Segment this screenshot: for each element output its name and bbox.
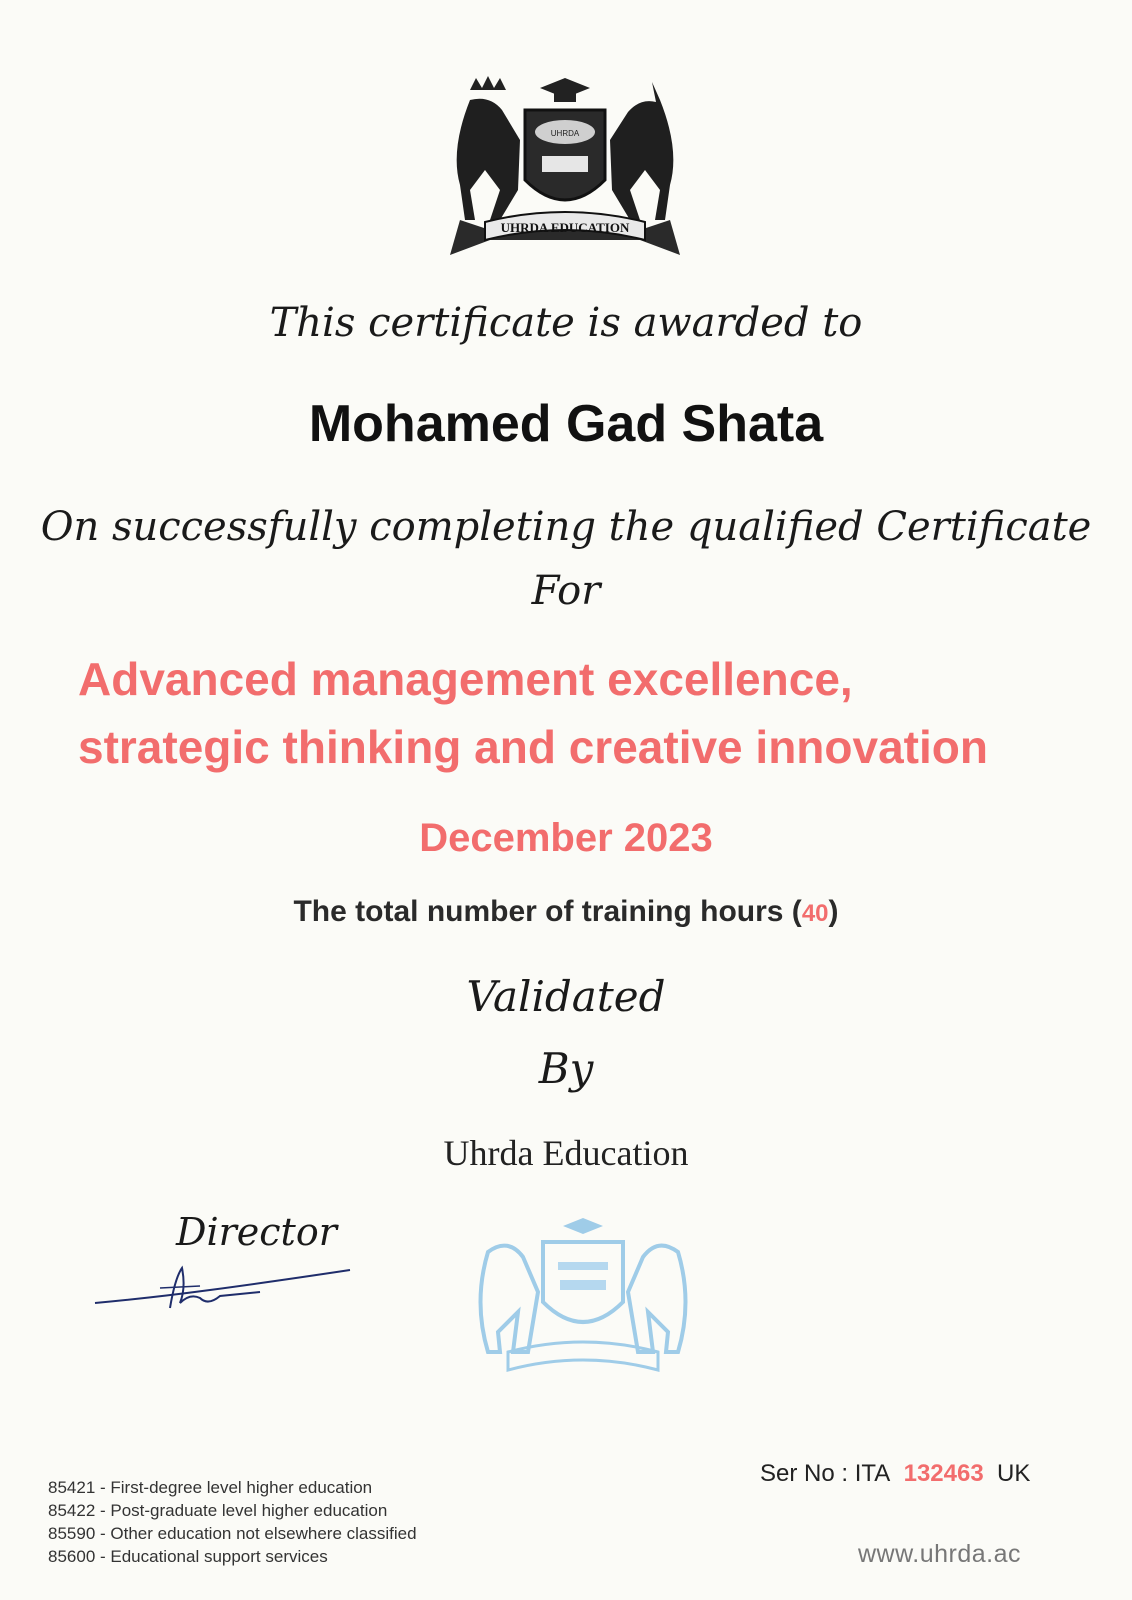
- training-hours-prefix: The total number of training hours (: [293, 895, 802, 928]
- training-hours-suffix: ): [828, 895, 839, 928]
- official-stamp: [468, 1212, 698, 1382]
- by-line: By: [538, 1044, 594, 1093]
- for-line: For: [531, 568, 601, 614]
- completion-line: On successfully completing the qualified Certificate: [40, 504, 1092, 550]
- code-line: 85422 - Post-graduate level higher education: [48, 1501, 388, 1520]
- director-label: Director: [176, 1210, 337, 1254]
- serial-suffix: UK: [997, 1460, 1031, 1487]
- recipient-name: Mohamed Gad Shata: [308, 395, 824, 453]
- awarded-line: This certificate is awarded to: [269, 300, 863, 346]
- crest-banner-text: UHRDA EDUCATION: [500, 220, 630, 235]
- course-title-line2: strategic thinking and creative innovation: [78, 721, 988, 773]
- crest-logo: [430, 70, 700, 270]
- director-signature: [90, 1248, 360, 1318]
- code-line: 85590 - Other education not elsewhere classified: [48, 1524, 417, 1543]
- crest-shield-text: UHRDA: [550, 129, 580, 138]
- issuer-name: Uhrda Education: [443, 1133, 689, 1173]
- certificate-date: December 2023: [419, 816, 713, 860]
- code-line: 85600 - Educational support services: [48, 1547, 328, 1566]
- course-title-line1: Advanced management excellence,: [78, 653, 853, 705]
- validated-line: Validated: [466, 972, 666, 1021]
- code-line: 85421 - First-degree level higher education: [48, 1478, 373, 1497]
- training-hours-value: 40: [801, 900, 829, 927]
- serial-number: [760, 1460, 1030, 1488]
- classification-codes: [48, 1476, 417, 1568]
- website-link[interactable]: www.uhrda.ac: [858, 1540, 1022, 1568]
- training-hours: [0, 895, 1132, 929]
- serial-label: Ser No : ITA: [760, 1460, 891, 1487]
- serial-value: 132463: [903, 1460, 984, 1487]
